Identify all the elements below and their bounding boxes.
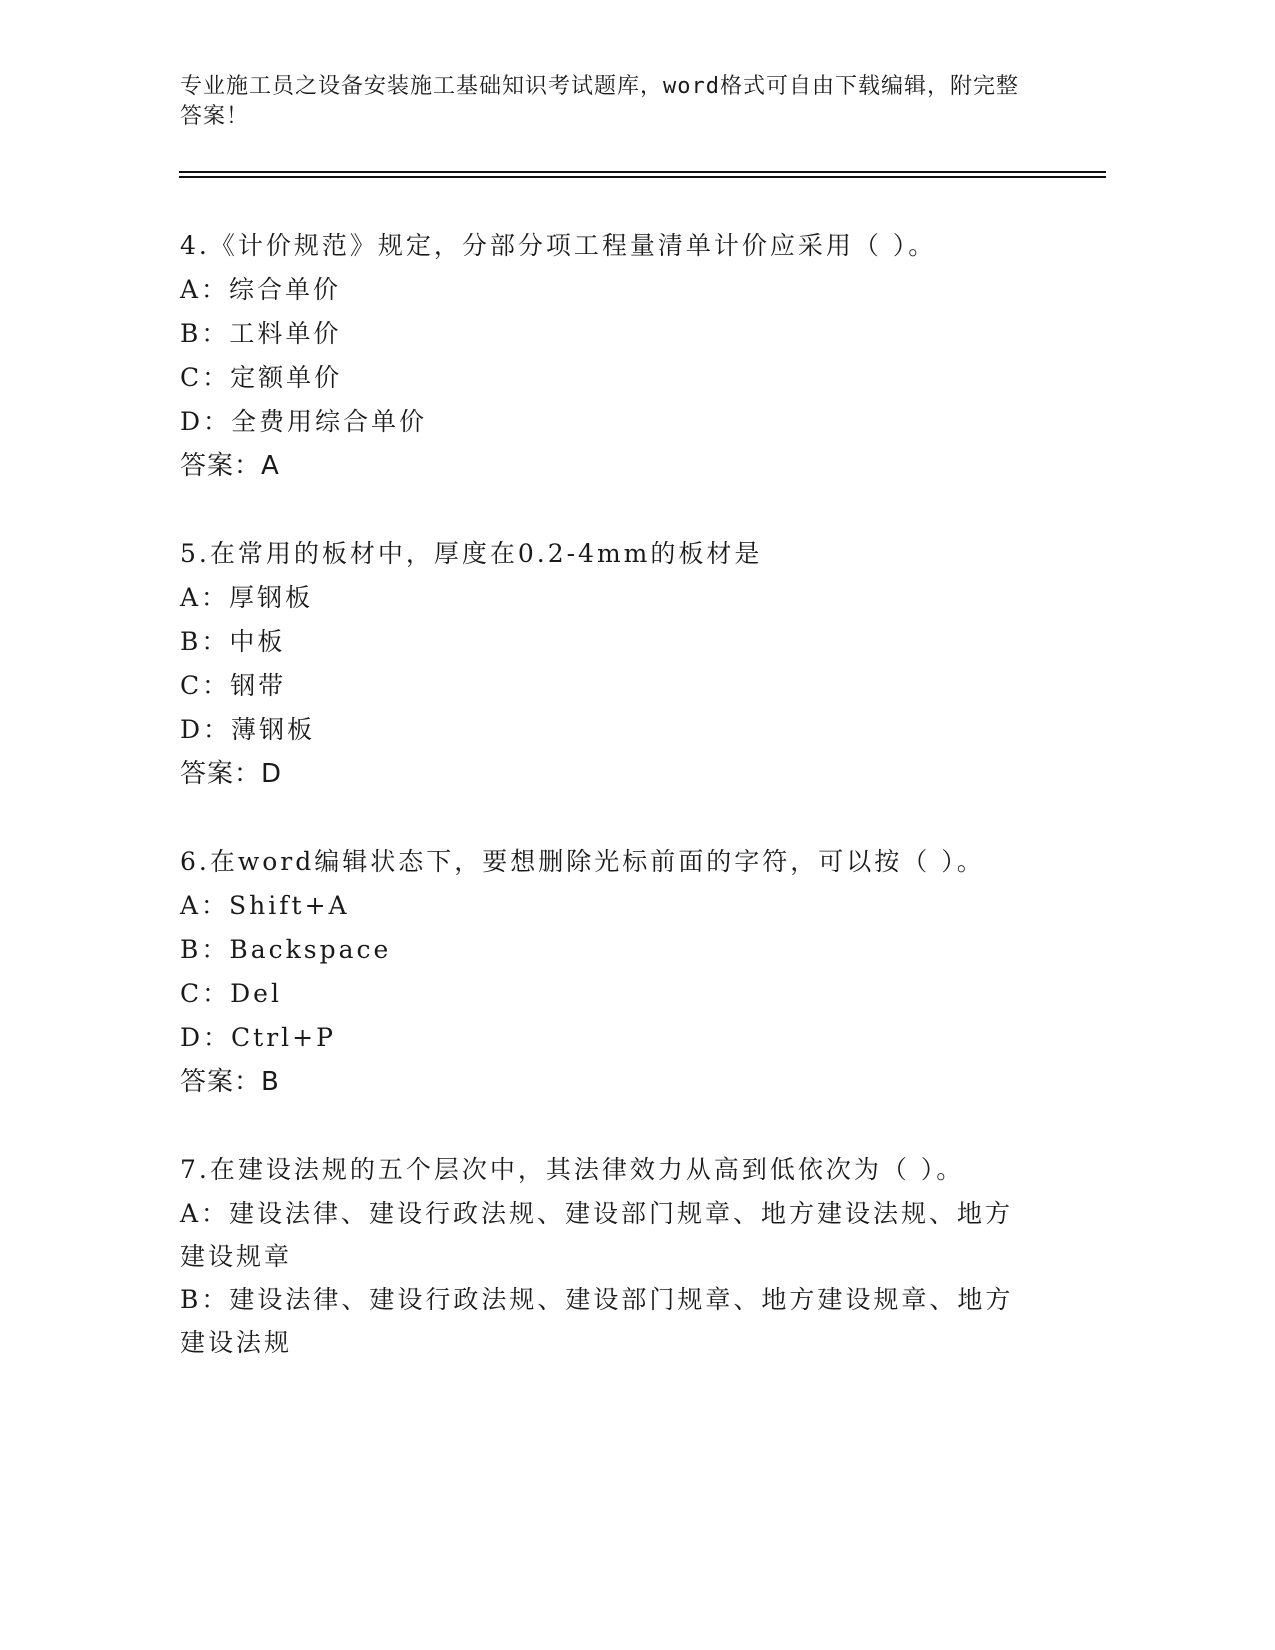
option-b: B：工料单价 (180, 319, 342, 348)
option-c: C：Del (180, 979, 282, 1008)
option-d: D：薄钢板 (180, 715, 316, 744)
option-b: B：中板 (180, 627, 286, 656)
question-stem: 6.在word编辑状态下，要想删除光标前面的字符，可以按（ ）。 (180, 847, 985, 876)
option-a: A：建设法律、建设行政法规、建设部门规章、地方建设法规、地方建设规章 (180, 1199, 1014, 1271)
answer-label: 答案：D (180, 759, 283, 789)
option-a: A：厚钢板 (180, 583, 314, 612)
question-4 (180, 224, 1040, 488)
option-d: D：全费用综合单价 (180, 407, 428, 436)
document-header: 专业施工员之设备安装施工基础知识考试题库，word格式可自由下载编辑，附完整答案！ (180, 74, 1019, 129)
header-divider-bottom (179, 176, 1106, 178)
answer-label: 答案：A (180, 451, 280, 481)
question-stem: 4.《计价规范》规定，分部分项工程量清单计价应采用（ ）。 (180, 231, 937, 260)
question-stem: 5.在常用的板材中，厚度在0.2-4mm的板材是 (180, 539, 763, 568)
option-b: B：Backspace (180, 935, 392, 964)
question-5 (180, 532, 1040, 796)
option-b: B：建设法律、建设行政法规、建设部门规章、地方建设规章、地方建设法规 (180, 1285, 1014, 1357)
option-a: A：Shift+A (180, 891, 350, 920)
question-stem: 7.在建设法规的五个层次中，其法律效力从高到低依次为（ ）。 (180, 1155, 965, 1184)
answer-label: 答案：B (180, 1067, 280, 1097)
option-c: C：钢带 (180, 671, 287, 700)
option-a: A：综合单价 (180, 275, 342, 304)
question-7 (180, 1148, 1040, 1364)
question-6 (180, 840, 1040, 1104)
question-list (180, 224, 1040, 1408)
option-d: D：Ctrl+P (180, 1023, 336, 1052)
header-divider-top (179, 171, 1106, 173)
option-c: C：定额单价 (180, 363, 343, 392)
